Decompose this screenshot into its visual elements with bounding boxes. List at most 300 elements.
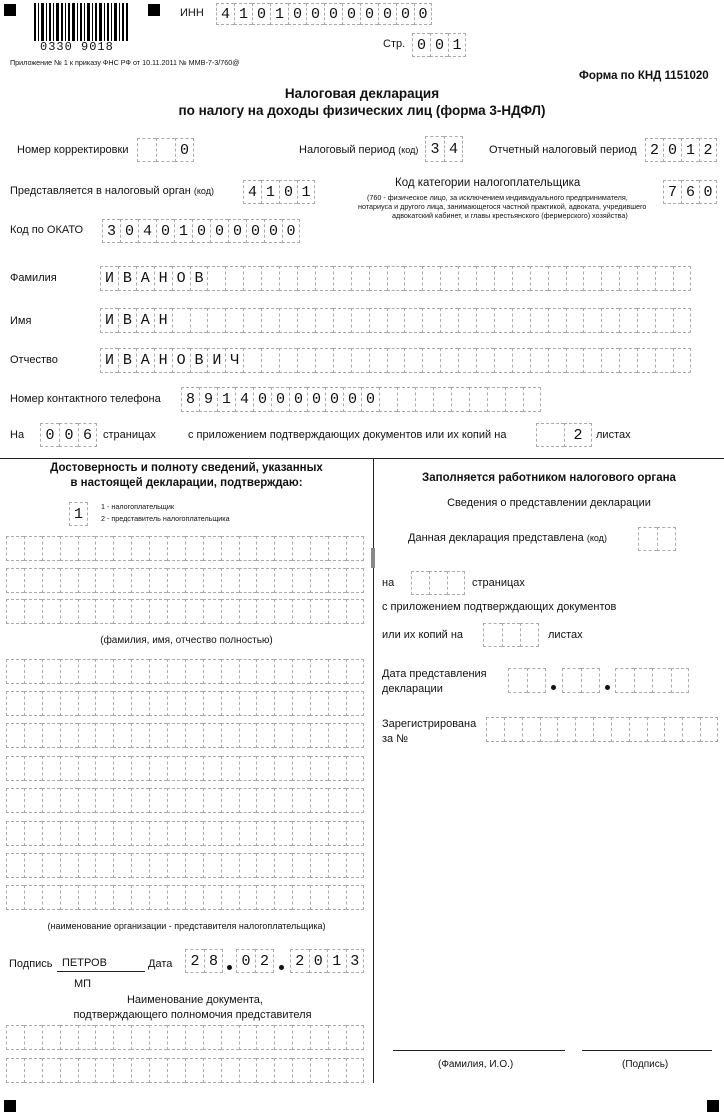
char-cell: [6, 756, 24, 781]
report-period-label: Отчетный налоговый период: [489, 144, 637, 156]
tax-period-field[interactable]: [425, 136, 463, 162]
char-cell: [292, 599, 310, 624]
char-cell: [292, 821, 310, 846]
char-cell: [221, 691, 239, 716]
char-cell: [504, 717, 522, 742]
char-cell: [95, 568, 113, 593]
char-cell: [6, 853, 24, 878]
fio-row-2[interactable]: [6, 568, 364, 593]
char-cell: [629, 717, 647, 742]
category-note-2: нотариуса и другого лица, занимающегося частной практикой, адвоката, учредившего: [358, 202, 647, 211]
fio-row-3[interactable]: [6, 599, 364, 624]
char-cell: [149, 756, 167, 781]
char-cell: 1: [297, 180, 315, 204]
submission-year-field[interactable]: [615, 668, 689, 693]
char-cell: [149, 536, 167, 561]
char-cell: [346, 821, 364, 846]
char-cell: [346, 599, 364, 624]
char-cell: [6, 821, 24, 846]
char-cell: [557, 717, 575, 742]
org-row-2[interactable]: [6, 691, 364, 716]
char-cell: [328, 788, 346, 813]
char-cell: [619, 308, 637, 333]
org-row-5[interactable]: [6, 788, 364, 813]
char-cell: [60, 885, 78, 910]
char-cell: [274, 723, 292, 748]
org-row-7[interactable]: [6, 853, 364, 878]
char-cell: [203, 853, 221, 878]
report-period-field[interactable]: [645, 138, 717, 162]
inn-label: ИНН: [180, 7, 204, 19]
char-cell: [351, 348, 369, 373]
char-cell: [333, 348, 351, 373]
char-cell: В: [190, 266, 208, 291]
char-cell: [131, 1025, 149, 1050]
char-cell: [297, 308, 315, 333]
char-cell: 1: [69, 502, 88, 526]
char-cell: [652, 668, 671, 693]
char-cell: [243, 308, 261, 333]
attach-suffix: листах: [596, 429, 631, 441]
char-cell: [494, 348, 512, 373]
attach-sheets-field[interactable]: [536, 423, 592, 447]
char-cell: [221, 723, 239, 748]
char-cell: [315, 308, 333, 333]
char-cell: [397, 387, 415, 412]
char-cell: [451, 387, 469, 412]
column-divider-mark: [371, 548, 375, 568]
char-cell: [328, 853, 346, 878]
char-cell: [221, 1058, 239, 1083]
char-cell: [239, 599, 257, 624]
char-cell: [131, 536, 149, 561]
char-cell: [6, 568, 24, 593]
char-cell: 0: [309, 949, 328, 973]
surname-field[interactable]: [100, 266, 691, 291]
org-row-6[interactable]: [6, 821, 364, 846]
date-day-field[interactable]: [185, 949, 223, 973]
tax-authority-text: Представляется в налоговый орган: [10, 185, 191, 197]
char-cell: [239, 756, 257, 781]
char-cell: [619, 266, 637, 291]
char-cell: [328, 659, 346, 684]
char-cell: [113, 756, 131, 781]
char-cell: [387, 348, 405, 373]
char-cell: 0: [699, 180, 717, 204]
char-cell: [6, 723, 24, 748]
char-cell: [411, 571, 429, 595]
char-cell: [310, 821, 328, 846]
char-cell: [261, 266, 279, 291]
char-cell: [113, 659, 131, 684]
char-cell: [530, 348, 548, 373]
char-cell: [292, 853, 310, 878]
char-cell: [95, 821, 113, 846]
tax-period-text: Налоговый период: [299, 144, 396, 156]
char-cell: [328, 1058, 346, 1083]
char-cell: [292, 536, 310, 561]
char-cell: [673, 348, 691, 373]
category-note-1: (760 - физическое лицо, за исключением индивидуального предпринимателя,: [367, 193, 628, 202]
tax-period-code-hint: (код): [398, 145, 419, 155]
char-cell: И: [100, 266, 118, 291]
char-cell: [310, 536, 328, 561]
corner-marker: [148, 4, 160, 16]
char-cell: [113, 568, 131, 593]
char-cell: [131, 599, 149, 624]
char-cell: [476, 348, 494, 373]
char-cell: [113, 599, 131, 624]
official-sheets-label: листах: [548, 629, 583, 641]
char-cell: 7: [663, 180, 681, 204]
submission-day-field[interactable]: [508, 668, 546, 693]
section-divider: [0, 458, 724, 459]
char-cell: 2: [564, 423, 592, 447]
submission-month-field[interactable]: [562, 668, 600, 693]
char-cell: [664, 717, 682, 742]
char-cell: [469, 387, 487, 412]
surname-label: Фамилия: [10, 272, 57, 284]
char-cell: [387, 308, 405, 333]
char-cell: [655, 308, 673, 333]
char-cell: [346, 536, 364, 561]
registration-number-field[interactable]: [486, 717, 718, 742]
char-cell: [221, 536, 239, 561]
char-cell: [131, 1058, 149, 1083]
char-cell: [315, 266, 333, 291]
char-cell: [221, 599, 239, 624]
char-cell: [78, 691, 96, 716]
char-cell: 0: [396, 3, 414, 25]
char-cell: [700, 717, 718, 742]
char-cell: [433, 387, 451, 412]
name-field[interactable]: [100, 308, 691, 333]
char-cell: [172, 308, 190, 333]
org-row-3[interactable]: [6, 723, 364, 748]
char-cell: 6: [681, 180, 699, 204]
char-cell: [328, 599, 346, 624]
char-cell: [274, 788, 292, 813]
presented-label: [408, 532, 607, 544]
category-note-3: адвокатский кабинет, и главы крестьянского (фермерского) хозяйства): [392, 211, 628, 220]
org-row-1[interactable]: [6, 659, 364, 684]
char-cell: [540, 717, 558, 742]
char-cell: [60, 1058, 78, 1083]
org-row-4[interactable]: [6, 756, 364, 781]
okato-label: Код по ОКАТО: [10, 224, 84, 236]
char-cell: [274, 568, 292, 593]
char-cell: [95, 536, 113, 561]
char-cell: [60, 1025, 78, 1050]
char-cell: [310, 568, 328, 593]
char-cell: [131, 568, 149, 593]
char-cell: [42, 788, 60, 813]
char-cell: [42, 885, 60, 910]
char-cell: [476, 308, 494, 333]
char-cell: 0: [412, 33, 430, 57]
char-cell: [333, 266, 351, 291]
char-cell: [131, 788, 149, 813]
char-cell: [113, 885, 131, 910]
char-cell: [601, 348, 619, 373]
char-cell: [351, 266, 369, 291]
patronymic-field[interactable]: [100, 348, 691, 373]
char-cell: [78, 1058, 96, 1083]
char-cell: [60, 691, 78, 716]
category-field[interactable]: [663, 180, 717, 204]
char-cell: В: [118, 266, 136, 291]
char-cell: 0: [264, 219, 282, 243]
char-cell: [149, 568, 167, 593]
char-cell: [225, 266, 243, 291]
char-cell: [95, 788, 113, 813]
official-pages-field[interactable]: [411, 571, 465, 595]
char-cell: 0: [236, 949, 255, 973]
signer-option-1: 1 - налогоплательщик: [101, 502, 174, 511]
sign-value[interactable]: ПЕТРОВ: [62, 957, 107, 969]
char-cell: [310, 853, 328, 878]
char-cell: [274, 536, 292, 561]
char-cell: [429, 571, 447, 595]
corner-marker: [4, 4, 16, 16]
char-cell: [310, 1058, 328, 1083]
char-cell: [167, 568, 185, 593]
correction-label: Номер корректировки: [17, 144, 129, 156]
char-cell: [512, 348, 530, 373]
char-cell: [185, 756, 203, 781]
char-cell: [42, 691, 60, 716]
page-label: Стр.: [383, 38, 406, 50]
form-code: Форма по КНД 1151020: [579, 70, 709, 82]
char-cell: [310, 691, 328, 716]
presented-code-hint: (код): [586, 533, 607, 543]
order-note: Приложение № 1 к приказу ФНС РФ от 10.11.2011 № ММВ-7-3/760@: [10, 58, 240, 67]
okato-field[interactable]: [102, 219, 300, 243]
char-cell: [221, 788, 239, 813]
pages-field[interactable]: [40, 423, 97, 447]
char-cell: [601, 266, 619, 291]
char-cell: [256, 568, 274, 593]
char-cell: [6, 788, 24, 813]
confirm-title-line2: в настоящей декларации, подтверждаю:: [70, 477, 303, 489]
char-cell: [167, 821, 185, 846]
form-title-line1: Налоговая декларация: [284, 86, 440, 101]
char-cell: [24, 659, 42, 684]
char-cell: 0: [307, 387, 325, 412]
char-cell: [440, 308, 458, 333]
char-cell: [149, 853, 167, 878]
char-cell: [523, 387, 541, 412]
char-cell: [310, 599, 328, 624]
char-cell: О: [172, 348, 190, 373]
char-cell: А: [136, 348, 154, 373]
char-cell: [593, 717, 611, 742]
char-cell: [203, 599, 221, 624]
char-cell: [548, 266, 566, 291]
char-cell: [379, 387, 397, 412]
submission-date-line1: Дата представления: [382, 668, 487, 680]
phone-field[interactable]: [181, 387, 541, 412]
tax-authority-field[interactable]: [243, 180, 315, 204]
char-cell: [185, 821, 203, 846]
char-cell: В: [118, 308, 136, 333]
name-label: Имя: [10, 315, 32, 327]
char-cell: [310, 885, 328, 910]
org-caption: (наименование организации - представителя налогоплательщика): [47, 921, 326, 931]
char-cell: [583, 308, 601, 333]
char-cell: [494, 266, 512, 291]
char-cell: 0: [253, 387, 271, 412]
char-cell: [512, 308, 530, 333]
barcode-number: 0330 9018: [40, 40, 114, 54]
char-cell: [42, 536, 60, 561]
char-cell: [404, 308, 422, 333]
char-cell: [167, 853, 185, 878]
char-cell: [346, 1025, 364, 1050]
char-cell: [279, 266, 297, 291]
char-cell: 2: [255, 949, 274, 973]
char-cell: [292, 1058, 310, 1083]
doc-caption-line1: Наименование документа,: [126, 994, 263, 1006]
char-cell: [239, 536, 257, 561]
char-cell: [167, 756, 185, 781]
char-cell: [487, 387, 505, 412]
char-cell: [60, 659, 78, 684]
char-cell: [239, 788, 257, 813]
char-cell: [95, 885, 113, 910]
char-cell: [167, 788, 185, 813]
char-cell: 8: [204, 949, 223, 973]
char-cell: [221, 659, 239, 684]
char-cell: [422, 308, 440, 333]
char-cell: [113, 1025, 131, 1050]
signer-type-field[interactable]: [69, 502, 88, 526]
char-cell: [548, 348, 566, 373]
char-cell: [167, 1058, 185, 1083]
date-year-field[interactable]: [290, 949, 364, 973]
fio-row-1[interactable]: [6, 536, 364, 561]
presented-code-field[interactable]: [638, 527, 676, 551]
phone-label: Номер контактного телефона: [10, 393, 161, 405]
official-fio-line: [393, 1050, 565, 1051]
char-cell: [239, 821, 257, 846]
char-cell: [95, 756, 113, 781]
char-cell: [458, 266, 476, 291]
char-cell: [583, 348, 601, 373]
correction-field[interactable]: [137, 138, 194, 162]
char-cell: 0: [324, 3, 342, 25]
char-cell: 0: [40, 423, 59, 447]
submission-date-line2: декларации: [382, 683, 443, 695]
char-cell: [292, 885, 310, 910]
char-cell: [24, 821, 42, 846]
char-cell: 2: [290, 949, 309, 973]
page-number-field[interactable]: [412, 33, 466, 57]
char-cell: [239, 659, 257, 684]
char-cell: 0: [342, 3, 360, 25]
doc-row-1[interactable]: [6, 1025, 364, 1050]
char-cell: [522, 717, 540, 742]
char-cell: [6, 599, 24, 624]
char-cell: [346, 691, 364, 716]
char-cell: [167, 536, 185, 561]
char-cell: [619, 348, 637, 373]
registered-line1: Зарегистрирована: [382, 718, 477, 730]
char-cell: 0: [306, 3, 324, 25]
char-cell: [42, 568, 60, 593]
char-cell: [328, 821, 346, 846]
char-cell: [78, 821, 96, 846]
official-sheets-field[interactable]: [483, 623, 539, 647]
patronymic-label: Отчество: [10, 354, 58, 366]
char-cell: [24, 756, 42, 781]
char-cell: 0: [282, 219, 300, 243]
attach-text: с приложением подтверждающих документов или их копий на: [188, 429, 507, 441]
org-row-8[interactable]: [6, 885, 364, 910]
char-cell: [655, 266, 673, 291]
char-cell: [256, 659, 274, 684]
char-cell: [243, 266, 261, 291]
char-cell: 2: [699, 138, 717, 162]
fio-caption: (фамилия, имя, отчество полностью): [100, 635, 273, 646]
char-cell: [328, 885, 346, 910]
char-cell: [256, 885, 274, 910]
char-cell: 0: [279, 180, 297, 204]
inn-field[interactable]: [216, 3, 432, 25]
char-cell: 0: [271, 387, 289, 412]
char-cell: [274, 821, 292, 846]
official-sign-caption: (Подпись): [622, 1059, 669, 1070]
char-cell: [256, 599, 274, 624]
char-cell: [113, 691, 131, 716]
char-cell: [615, 668, 634, 693]
char-cell: [203, 885, 221, 910]
char-cell: [113, 853, 131, 878]
date-month-field[interactable]: [236, 949, 274, 973]
char-cell: [42, 723, 60, 748]
char-cell: [256, 1058, 274, 1083]
tax-period-label: [299, 144, 418, 156]
doc-caption-line2: подтверждающего полномочия представителя: [73, 1009, 312, 1021]
char-cell: [60, 568, 78, 593]
char-cell: 0: [343, 387, 361, 412]
char-cell: [113, 788, 131, 813]
char-cell: [203, 723, 221, 748]
char-cell: [346, 659, 364, 684]
char-cell: [24, 568, 42, 593]
char-cell: 4: [216, 3, 234, 25]
doc-row-2[interactable]: [6, 1058, 364, 1083]
char-cell: [167, 659, 185, 684]
char-cell: [137, 138, 156, 162]
char-cell: [167, 723, 185, 748]
char-cell: [530, 308, 548, 333]
char-cell: [24, 1058, 42, 1083]
char-cell: [502, 623, 521, 647]
category-title: Код категории налогоплательщика: [395, 177, 581, 189]
char-cell: [292, 723, 310, 748]
char-cell: [42, 853, 60, 878]
char-cell: [369, 308, 387, 333]
char-cell: [476, 266, 494, 291]
char-cell: [637, 266, 655, 291]
char-cell: [346, 885, 364, 910]
date-separator: [605, 685, 610, 690]
char-cell: [185, 599, 203, 624]
char-cell: 0: [325, 387, 343, 412]
char-cell: 1: [327, 949, 346, 973]
char-cell: [530, 266, 548, 291]
